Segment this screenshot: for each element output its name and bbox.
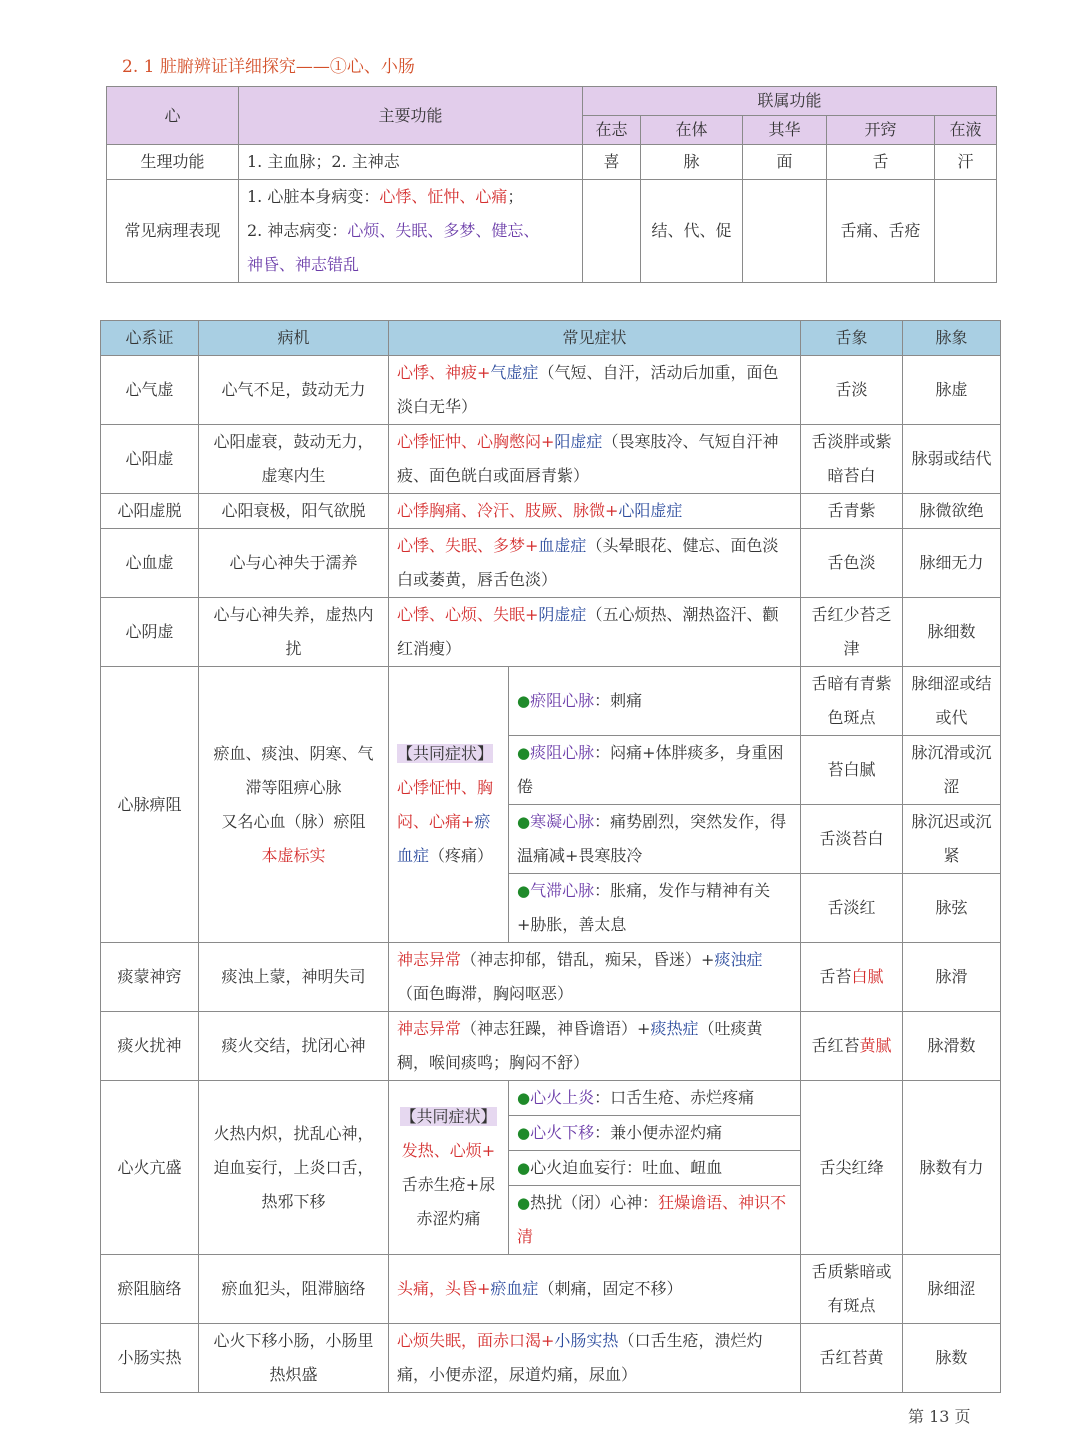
syndrome-name: 心阴虚 <box>101 598 199 667</box>
symptoms <box>389 356 801 425</box>
highlight-blue: 瘀血症 <box>490 1279 539 1298</box>
highlight-blue: 气虚症 <box>490 363 539 382</box>
pulse: 脉微欲绝 <box>903 494 1001 529</box>
page-title: 2. 1 脏腑辨证详细探究——①心、小肠 <box>122 57 415 77</box>
pulse: 脉细涩或结或代 <box>903 667 1001 736</box>
header-heart: 心 <box>107 87 239 145</box>
table-row <box>101 425 1001 494</box>
pulse: 脉滑 <box>903 943 1001 1012</box>
text: 舌苔 <box>819 967 852 986</box>
pulse: 脉细数 <box>903 598 1001 667</box>
sub-symptom <box>509 667 801 736</box>
highlight-blue: 痰热症 <box>650 1019 699 1038</box>
sub-symptom <box>509 736 801 805</box>
text: ：口舌生疮、赤烂疼痛 <box>594 1088 755 1107</box>
table-row <box>101 1081 1001 1116</box>
tongue: 舌尖红绛 <box>801 1081 903 1255</box>
text: （神志狂躁，神昏谵语）+ <box>461 1019 651 1038</box>
tongue: 舌淡 <box>801 356 903 425</box>
cell-pulse-types: 结、代、促 <box>641 180 743 283</box>
highlight-purple: 痰阻心脉 <box>530 743 595 762</box>
highlight-red: 发热、心烦+ <box>401 1140 496 1160</box>
pulse: 脉弱或结代 <box>903 425 1001 494</box>
pulse: 脉数有力 <box>903 1081 1001 1255</box>
header-ye: 在液 <box>935 116 997 145</box>
text: ：兼小便赤涩灼痛 <box>594 1123 723 1142</box>
highlight-blue: 阳虚症 <box>554 432 603 451</box>
text: （疼痛） <box>429 845 494 865</box>
text: 1. 心脏本身病变： <box>247 187 380 206</box>
table-row <box>101 1324 1001 1393</box>
dot-icon: ● <box>517 1124 531 1142</box>
pulse: 脉沉迟或沉紧 <box>903 805 1001 874</box>
text: 心火迫血妄行 <box>530 1158 627 1177</box>
tongue: 苔白腻 <box>801 736 903 805</box>
mechanism: 痰火交结，扰闭心神 <box>199 1012 389 1081</box>
text: （五心烦热、潮热盗汗、颧红消瘦） <box>397 605 779 658</box>
tongue: 舌色淡 <box>801 529 903 598</box>
tongue: 舌淡胖或紫暗苔白 <box>801 425 903 494</box>
mechanism: 痰浊上蒙，神明失司 <box>199 943 389 1012</box>
header-tongue: 舌象 <box>801 321 903 356</box>
highlight-purple: 寒凝心脉 <box>530 812 595 831</box>
highlight-purple: 气滞心脉 <box>530 881 595 900</box>
pulse: 脉弦 <box>903 874 1001 943</box>
cell-tongue-issues: 舌痛、舌疮 <box>827 180 935 283</box>
text: 2. 神志病变： <box>247 221 348 240</box>
mechanism: 心火下移小肠，小肠里热炽盛 <box>199 1324 389 1393</box>
text: （刺痛，固定不移） <box>538 1279 683 1298</box>
cell-empty <box>935 180 997 283</box>
table-row <box>101 494 1001 529</box>
highlight-blue: 心阳虚症 <box>618 501 683 520</box>
text: 瘀血、痰浊、阴寒、气滞等阻痹心脉 <box>213 743 374 797</box>
tongue: 舌暗有青紫色斑点 <box>801 667 903 736</box>
header-hua: 其华 <box>743 116 827 145</box>
highlight-blue: 小肠实热 <box>554 1331 619 1350</box>
highlight-red: 白腻 <box>851 967 884 986</box>
syndrome-name: 痰火扰神 <box>101 1012 199 1081</box>
text: （口舌生疮，溃烂灼痛，小便赤涩，尿道灼痛，尿血） <box>397 1331 763 1384</box>
mechanism: 瘀血犯头，阻滞脑络 <box>199 1255 389 1324</box>
cell-ye: 汗 <box>935 145 997 180</box>
tongue <box>801 1012 903 1081</box>
text: 舌赤生疮+尿赤涩灼痛 <box>401 1174 496 1228</box>
syndrome-name: 心脉痹阻 <box>101 667 199 943</box>
text: ：痛势剧烈，突然发作，得温痛减+畏寒肢冷 <box>517 812 787 865</box>
common-symptoms <box>389 667 509 943</box>
cell-empty <box>583 180 641 283</box>
pulse: 脉沉滑或沉涩 <box>903 736 1001 805</box>
mechanism <box>199 667 389 943</box>
sub-symptom <box>509 1081 801 1116</box>
highlight-purple: 心火上炎 <box>530 1088 595 1107</box>
highlight-purple: 神昏、神志错乱 <box>247 255 360 274</box>
common-symptoms <box>389 1081 509 1255</box>
row-pathology-main <box>239 180 583 283</box>
table-row <box>101 356 1001 425</box>
table-row <box>101 1012 1001 1081</box>
text: 舌红苔 <box>811 1036 860 1055</box>
highlight-blue: 血虚症 <box>538 536 587 555</box>
cell-ti: 脉 <box>641 145 743 180</box>
tongue: 舌红苔黄 <box>801 1324 903 1393</box>
cell-hua: 面 <box>743 145 827 180</box>
pulse: 脉数 <box>903 1324 1001 1393</box>
highlight-red: 狂燥谵语、神识不清 <box>517 1193 787 1246</box>
text: （面色晦滞，胸闷呕恶） <box>397 984 574 1003</box>
header-ti: 在体 <box>641 116 743 145</box>
highlight-red: 心悸胸痛、冷汗、肢厥、脉微+ <box>397 501 619 520</box>
sub-symptom <box>509 805 801 874</box>
highlight-blue: 瘀血症 <box>397 811 491 865</box>
mechanism: 心气不足，鼓动无力 <box>199 356 389 425</box>
syndrome-name: 心火亢盛 <box>101 1081 199 1255</box>
text: （头晕眼花、健忘、面色淡白或萎黄，唇舌色淡） <box>397 536 779 589</box>
tongue: 舌青紫 <box>801 494 903 529</box>
cell-empty <box>743 180 827 283</box>
symptoms <box>389 1255 801 1324</box>
highlight-blue: 阴虚症 <box>538 605 587 624</box>
text: ：刺痛 <box>594 691 643 710</box>
sub-symptom <box>509 1116 801 1151</box>
header-symptoms: 常见症状 <box>389 321 801 356</box>
syndrome-name: 瘀阻脑络 <box>101 1255 199 1324</box>
highlight-red: 心悸、怔忡、心痛 <box>379 187 508 206</box>
mechanism: 心与心神失养，虚热内扰 <box>199 598 389 667</box>
dot-icon: ● <box>517 813 531 831</box>
tongue: 舌质紫暗或有斑点 <box>801 1255 903 1324</box>
text: （畏寒肢冷、气短自汗神疲、面色㿠白或面唇青紫） <box>397 432 779 485</box>
syndrome-name: 心血虚 <box>101 529 199 598</box>
highlight-red: 心悸、心烦、失眠+ <box>397 605 539 624</box>
sub-symptom <box>509 1186 801 1255</box>
symptoms <box>389 598 801 667</box>
page-number: 第 13 页 <box>908 1407 971 1426</box>
pulse: 脉滑数 <box>903 1012 1001 1081</box>
header-syndrome: 心系证 <box>101 321 199 356</box>
highlight-red: 心悸怔忡、胸闷、心痛+ <box>397 777 494 831</box>
syndrome-name: 小肠实热 <box>101 1324 199 1393</box>
tongue: 舌红少苔乏津 <box>801 598 903 667</box>
symptoms <box>389 425 801 494</box>
table-row <box>101 667 1001 736</box>
pulse: 脉细涩 <box>903 1255 1001 1324</box>
highlight-red: 心悸、神疲+ <box>397 363 491 382</box>
mechanism: 心与心神失于濡养 <box>199 529 389 598</box>
heart-function-table <box>106 86 997 283</box>
dot-icon: ● <box>517 744 531 762</box>
heart-syndrome-table <box>100 320 1001 1393</box>
symptoms <box>389 1324 801 1393</box>
sub-symptom <box>509 874 801 943</box>
row-physiology-label: 生理功能 <box>107 145 239 180</box>
highlight-red: 心悸怔忡、心胸憋闷+ <box>397 432 555 451</box>
header-qiao: 开窍 <box>827 116 935 145</box>
symptoms <box>389 1012 801 1081</box>
header-mechanism: 病机 <box>199 321 389 356</box>
syndrome-name: 心阳虚脱 <box>101 494 199 529</box>
syndrome-name: 心气虚 <box>101 356 199 425</box>
highlight-purple: 心烦、失眠、多梦、健忘、 <box>347 221 540 240</box>
highlight-red: 本虚标实 <box>261 845 326 865</box>
text: （气短、自汗，活动后加重，面色淡白无华） <box>397 363 779 416</box>
table-row <box>101 529 1001 598</box>
text: 又名心血（脉）瘀阻 <box>221 811 366 831</box>
text: ：吐血、衄血 <box>626 1158 723 1177</box>
tongue: 舌淡红 <box>801 874 903 943</box>
table-row <box>101 1255 1001 1324</box>
symptoms <box>389 494 801 529</box>
cell-zhi: 喜 <box>583 145 641 180</box>
tongue <box>801 943 903 1012</box>
header-pulse: 脉象 <box>903 321 1001 356</box>
cell-qiao: 舌 <box>827 145 935 180</box>
text: 热扰（闭）心神 <box>530 1193 643 1212</box>
common-tag: 【共同症状】 <box>400 1106 497 1126</box>
text: （神志抑郁，错乱，痴呆，昏迷）+ <box>461 950 715 969</box>
table-row <box>101 943 1001 1012</box>
dot-icon: ● <box>517 1089 531 1107</box>
row-pathology-label: 常见病理表现 <box>107 180 239 283</box>
header-associated-function: 联属功能 <box>583 87 997 116</box>
highlight-red: 心悸、失眠、多梦+ <box>397 536 539 555</box>
highlight-red: 黄腻 <box>859 1036 892 1055</box>
syndrome-name: 心阳虚 <box>101 425 199 494</box>
pulse: 脉虚 <box>903 356 1001 425</box>
highlight-blue: 痰浊症 <box>714 950 763 969</box>
symptoms <box>389 943 801 1012</box>
highlight-purple: 心火下移 <box>530 1123 595 1142</box>
mechanism: 心阳衰极，阳气欲脱 <box>199 494 389 529</box>
common-tag: 【共同症状】 <box>397 743 494 763</box>
highlight-red: 神志异常 <box>397 950 462 969</box>
highlight-red: 心烦失眠，面赤口渴+ <box>397 1331 555 1350</box>
header-main-function: 主要功能 <box>239 87 583 145</box>
dot-icon: ● <box>517 882 531 900</box>
text: ； <box>507 187 524 206</box>
text: （吐痰黄稠，喉间痰鸣；胸闷不舒） <box>397 1019 763 1072</box>
text: ：胀痛，发作与精神有关+胁胀，善太息 <box>517 881 771 934</box>
highlight-red: 头痛，头昏+ <box>397 1279 491 1298</box>
pulse: 脉细无力 <box>903 529 1001 598</box>
text: ： <box>642 1193 659 1212</box>
sub-symptom <box>509 1151 801 1186</box>
dot-icon: ● <box>517 1159 531 1177</box>
symptoms <box>389 529 801 598</box>
header-zhi: 在志 <box>583 116 641 145</box>
highlight-red: 神志异常 <box>397 1019 462 1038</box>
text: ：闷痛+体胖痰多，身重困倦 <box>517 743 784 796</box>
dot-icon: ● <box>517 692 531 710</box>
mechanism: 心阳虚衰，鼓动无力，虚寒内生 <box>199 425 389 494</box>
mechanism: 火热内炽，扰乱心神，迫血妄行，上炎口舌，热邪下移 <box>199 1081 389 1255</box>
row-physiology-main: 1. 主血脉；2. 主神志 <box>239 145 583 180</box>
syndrome-name: 痰蒙神窍 <box>101 943 199 1012</box>
tongue: 舌淡苔白 <box>801 805 903 874</box>
table-row <box>101 598 1001 667</box>
dot-icon: ● <box>517 1194 531 1212</box>
highlight-purple: 瘀阻心脉 <box>530 691 595 710</box>
